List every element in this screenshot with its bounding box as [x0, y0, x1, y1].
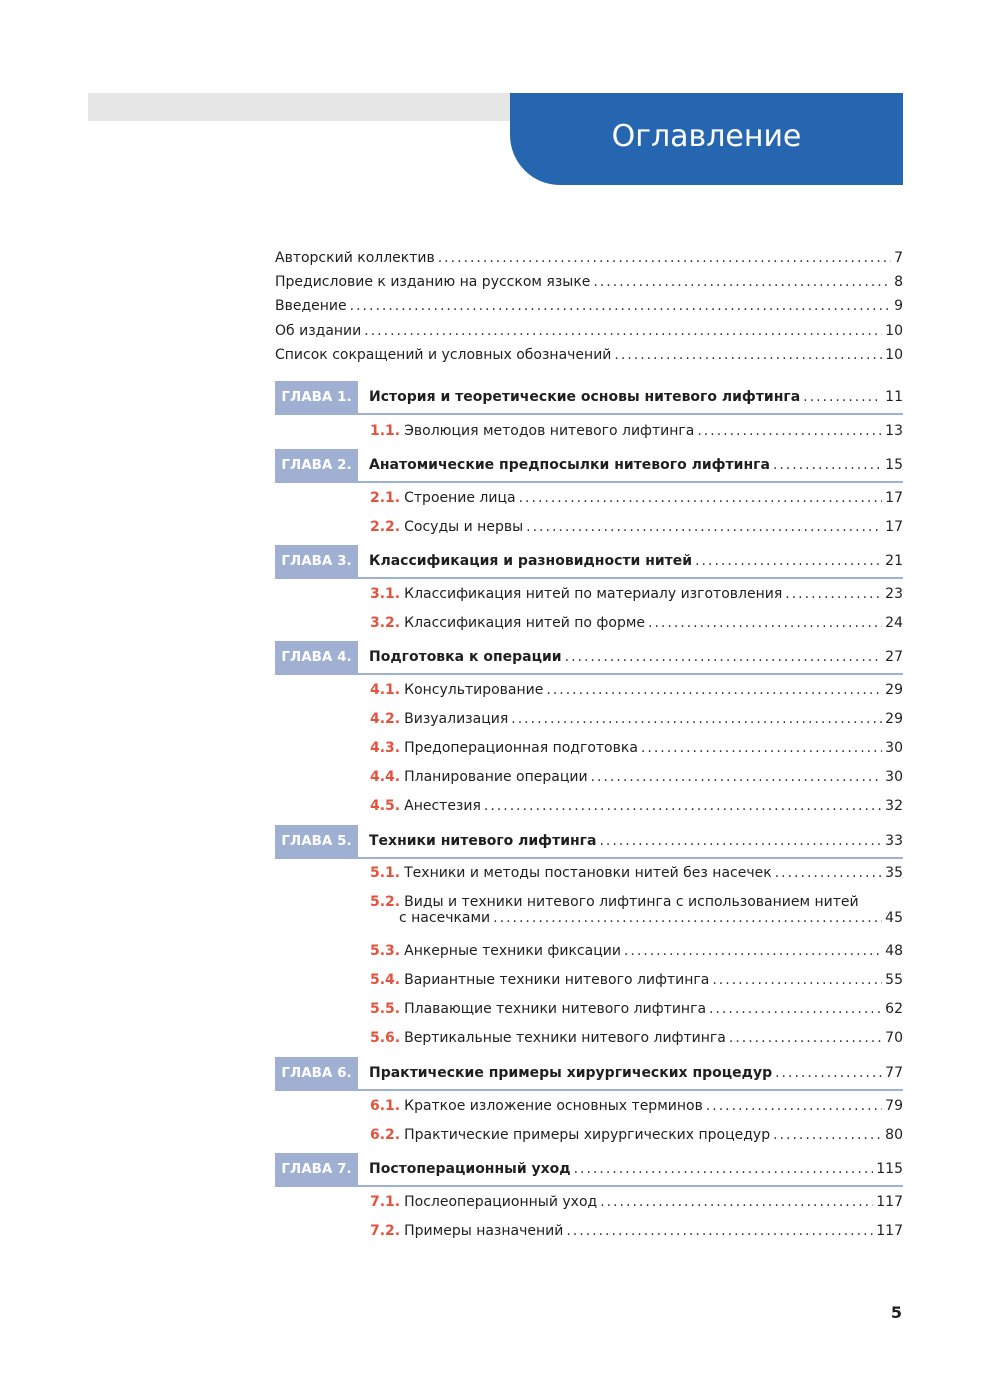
- section-title: Практические примеры хирургических процедур: [404, 1127, 771, 1143]
- dot-leader: [624, 943, 882, 959]
- section-number: 4.2.: [370, 711, 401, 727]
- toc-item-label: Введение: [275, 298, 347, 314]
- section-number: 5.2.: [370, 894, 401, 910]
- chapter-page: 11: [885, 389, 903, 405]
- dot-leader: [574, 1161, 874, 1177]
- toc-chapter-row[interactable]: [275, 545, 903, 579]
- toc-section-row[interactable]: [370, 1194, 903, 1218]
- dot-leader: [641, 740, 882, 756]
- toc-front-item[interactable]: [275, 347, 903, 371]
- section-page: 30: [885, 740, 903, 756]
- section-title: Анкерные техники фиксации: [404, 943, 621, 959]
- chapter-title: Постоперационный уход: [369, 1161, 571, 1177]
- toc-item-label: Предисловие к изданию на русском языке: [275, 274, 591, 290]
- dot-leader: [493, 910, 882, 926]
- chapter-badge: ГЛАВА 6.: [275, 1057, 358, 1089]
- toc-section-row[interactable]: [370, 1030, 903, 1054]
- section-page: 48: [885, 943, 903, 959]
- chapter-title: Подготовка к операции: [369, 649, 562, 665]
- section-title: Вариантные техники нитевого лифтинга: [404, 972, 710, 988]
- chapter-badge: ГЛАВА 1.: [275, 381, 358, 413]
- dot-leader: [519, 490, 883, 506]
- toc-section-row[interactable]: [370, 865, 903, 889]
- toc-section-row[interactable]: [370, 972, 903, 996]
- chapter-page: 21: [885, 553, 903, 569]
- page-number: 5: [890, 1303, 902, 1322]
- dot-leader: [775, 865, 882, 881]
- toc-item-page: 10: [885, 347, 903, 363]
- dot-leader: [785, 586, 882, 602]
- dot-leader: [706, 1098, 882, 1114]
- chapter-title: История и теоретические основы нитевого лифтинга: [369, 389, 801, 405]
- dot-leader: [648, 615, 882, 631]
- section-title: Консультирование: [404, 682, 544, 698]
- section-number: 5.6.: [370, 1030, 401, 1046]
- toc-section-row[interactable]: [370, 798, 903, 822]
- section-number: 7.1.: [370, 1194, 401, 1210]
- dot-leader: [438, 250, 891, 266]
- section-page: 117: [876, 1223, 903, 1239]
- section-number: 4.1.: [370, 682, 401, 698]
- section-number: 6.1.: [370, 1098, 401, 1114]
- section-page: 45: [885, 910, 903, 926]
- section-number: 4.5.: [370, 798, 401, 814]
- section-page: 80: [885, 1127, 903, 1143]
- toc-section-row[interactable]: [370, 1098, 903, 1122]
- section-page: 17: [885, 490, 903, 506]
- dot-leader: [697, 423, 882, 439]
- section-number: 2.1.: [370, 490, 401, 506]
- section-number: 4.3.: [370, 740, 401, 756]
- toc-item-page: 10: [885, 323, 903, 339]
- section-title: Визуализация: [404, 711, 509, 727]
- section-title: Сосуды и нервы: [404, 519, 524, 535]
- section-page: 117: [876, 1194, 903, 1210]
- page-title: Оглавление: [611, 119, 802, 154]
- toc-chapter-row[interactable]: [275, 825, 903, 859]
- section-title: Вертикальные техники нитевого лифтинга: [404, 1030, 726, 1046]
- toc-item-page: 7: [894, 250, 903, 266]
- dot-leader: [526, 519, 882, 535]
- chapter-badge: ГЛАВА 7.: [275, 1153, 358, 1185]
- toc-section-row[interactable]: [370, 711, 903, 735]
- chapter-badge: ГЛАВА 3.: [275, 545, 358, 577]
- toc-section-row[interactable]: [370, 682, 903, 706]
- toc-front-item[interactable]: [275, 323, 903, 347]
- dot-leader: [591, 769, 883, 785]
- toc-item-page: 8: [894, 274, 903, 290]
- toc-chapter-row[interactable]: [275, 381, 903, 415]
- toc-front-item[interactable]: [275, 274, 903, 298]
- header-grey-band: [88, 93, 528, 121]
- section-title: Классификация нитей по форме: [404, 615, 646, 631]
- toc-front-item[interactable]: [275, 298, 903, 322]
- section-page: 35: [885, 865, 903, 881]
- chapter-page: 27: [885, 649, 903, 665]
- section-title: Краткое изложение основных терминов: [404, 1098, 703, 1114]
- toc-chapter-row[interactable]: [275, 449, 903, 483]
- section-page: 32: [885, 798, 903, 814]
- section-number: 4.4.: [370, 769, 401, 785]
- section-title: Примеры назначений: [404, 1223, 564, 1239]
- section-title-continued: с насечками: [399, 910, 491, 926]
- chapter-badge: ГЛАВА 5.: [275, 825, 358, 857]
- toc-section-row[interactable]: [370, 615, 903, 639]
- dot-leader: [773, 1127, 882, 1143]
- toc-section-row[interactable]: [370, 943, 903, 967]
- chapter-title: Практические примеры хирургических процедур: [369, 1065, 773, 1081]
- section-page: 79: [885, 1098, 903, 1114]
- toc-item-label: Об издании: [275, 323, 362, 339]
- section-number: 2.2.: [370, 519, 401, 535]
- dot-leader: [775, 1065, 882, 1081]
- section-page: 13: [885, 423, 903, 439]
- chapter-title: Техники нитевого лифтинга: [369, 833, 597, 849]
- section-page: 29: [885, 711, 903, 727]
- dot-leader: [565, 649, 883, 665]
- section-number: 7.2.: [370, 1223, 401, 1239]
- section-title: Виды и техники нитевого лифтинга с использованием нитей: [404, 894, 859, 910]
- section-number: 3.2.: [370, 615, 401, 631]
- dot-leader: [600, 1194, 873, 1210]
- section-page: 29: [885, 682, 903, 698]
- toc-section-row[interactable]: [370, 894, 903, 940]
- toc-front-item[interactable]: [275, 250, 903, 274]
- section-number: 5.4.: [370, 972, 401, 988]
- dot-leader: [773, 457, 882, 473]
- dot-leader: [511, 711, 882, 727]
- section-title: Строение лица: [404, 490, 516, 506]
- toc-item-label: Список сокращений и условных обозначений: [275, 347, 612, 363]
- toc-chapter-row[interactable]: [275, 641, 903, 675]
- section-title: Послеоперационный уход: [404, 1194, 598, 1210]
- chapter-badge: ГЛАВА 2.: [275, 449, 358, 481]
- chapter-title: Классификация и разновидности нитей: [369, 553, 693, 569]
- section-title: Предоперационная подготовка: [404, 740, 638, 756]
- toc-section-row[interactable]: [370, 769, 903, 793]
- section-title: Плавающие техники нитевого лифтинга: [404, 1001, 707, 1017]
- section-page: 55: [885, 972, 903, 988]
- chapter-page: 15: [885, 457, 903, 473]
- chapter-badge: ГЛАВА 4.: [275, 641, 358, 673]
- section-title: Планирование операции: [404, 769, 588, 785]
- section-page: 62: [885, 1001, 903, 1017]
- toc-section-row[interactable]: [370, 740, 903, 764]
- section-page: 30: [885, 769, 903, 785]
- toc-chapter-row[interactable]: [275, 1153, 903, 1187]
- dot-leader: [599, 833, 882, 849]
- section-page: 17: [885, 519, 903, 535]
- dot-leader: [695, 553, 882, 569]
- chapter-page: 77: [885, 1065, 903, 1081]
- toc-item-label: Авторский коллектив: [275, 250, 435, 266]
- section-number: 1.1.: [370, 423, 401, 439]
- dot-leader: [709, 1001, 882, 1017]
- chapter-title: Анатомические предпосылки нитевого лифтинга: [369, 457, 770, 473]
- dot-leader: [712, 972, 882, 988]
- section-page: 24: [885, 615, 903, 631]
- section-page: 23: [885, 586, 903, 602]
- dot-leader: [614, 347, 882, 363]
- toc-section-row[interactable]: [370, 423, 903, 447]
- toc-section-row[interactable]: [370, 1223, 903, 1247]
- section-page: 70: [885, 1030, 903, 1046]
- section-title: Анестезия: [404, 798, 481, 814]
- dot-leader: [546, 682, 882, 698]
- dot-leader: [803, 389, 882, 405]
- toc-section-row[interactable]: [370, 519, 903, 543]
- toc-section-row[interactable]: [370, 1127, 903, 1151]
- section-number: 3.1.: [370, 586, 401, 602]
- dot-leader: [350, 298, 891, 314]
- section-number: 6.2.: [370, 1127, 401, 1143]
- toc-item-page: 9: [894, 298, 903, 314]
- dot-leader: [729, 1030, 882, 1046]
- toc-title-banner: [510, 93, 903, 185]
- section-number: 5.3.: [370, 943, 401, 959]
- dot-leader: [566, 1223, 873, 1239]
- section-number: 5.5.: [370, 1001, 401, 1017]
- section-title: Техники и методы постановки нитей без насечек: [404, 865, 772, 881]
- chapter-page: 33: [885, 833, 903, 849]
- toc-section-row[interactable]: [370, 586, 903, 610]
- dot-leader: [364, 323, 882, 339]
- toc-section-row[interactable]: [370, 1001, 903, 1025]
- section-title: Эволюция методов нитевого лифтинга: [404, 423, 695, 439]
- toc-chapter-row[interactable]: [275, 1057, 903, 1091]
- section-title: Классификация нитей по материалу изготовления: [404, 586, 783, 602]
- toc-section-row[interactable]: [370, 490, 903, 514]
- chapter-page: 115: [876, 1161, 903, 1177]
- section-number: 5.1.: [370, 865, 401, 881]
- dot-leader: [484, 798, 882, 814]
- dot-leader: [593, 274, 891, 290]
